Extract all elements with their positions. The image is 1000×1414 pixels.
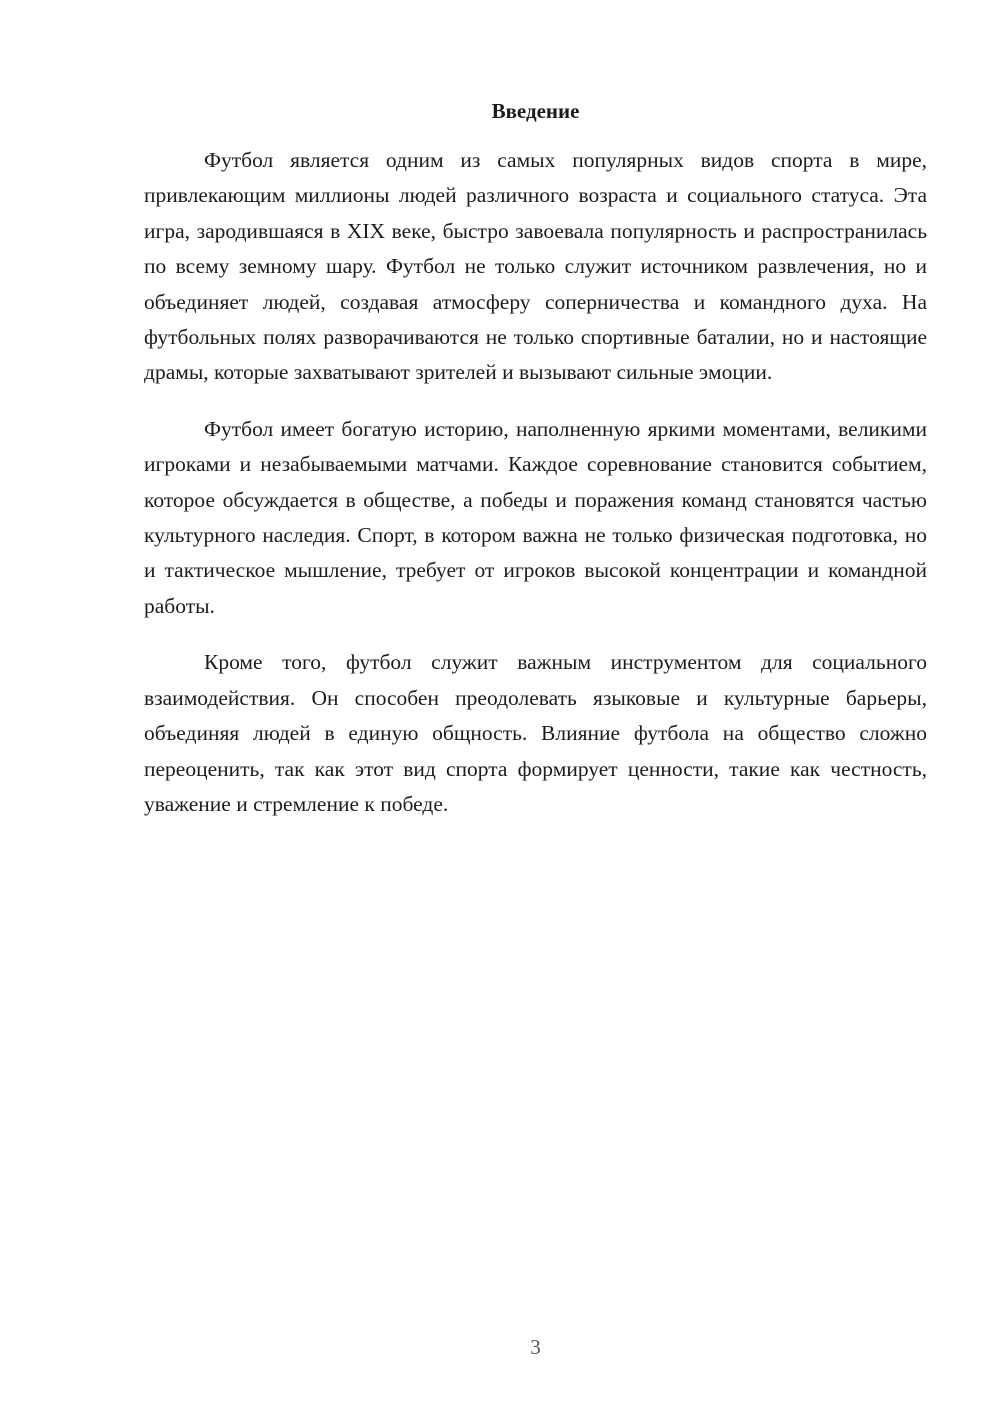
paragraph-1: Футбол является одним из самых популярных видов спорта в мире, привлекающим миллионы людей различного возраста и социального статуса. Эта игра, зародившаяся в XIX веке, быстро завоевала популярность и распространилась по всему земному шару. Футбол не только служит источником развлечения, но и объединяет людей, создавая атмосферу соперничества и командного духа. На футбольных полях разворачиваются не только спортивные баталии, но и настоящие драмы, которые захватывают зрителей и вызывают сильные эмоции. — [144, 148, 927, 385]
paragraph-2: Футбол имеет богатую историю, наполненную яркими моментами, великими игроками и незабываемыми матчами. Каждое соревнование становится событием, которое обсуждается в обществе, а победы и поражения команд становятся частью культурного наследия. Спорт, в котором важна не только физическая подготовка, но и тактическое мышление, требует от игроков высокой концентрации и командной работы. — [144, 416, 927, 618]
page-number: 3 — [530, 1335, 541, 1359]
body-text — [144, 143, 927, 843]
section-title: Введение — [491, 99, 580, 123]
paragraph-3: Кроме того, футбол служит важным инструментом для социального взаимодействия. Он способен преодолевать языковые и культурные барьеры, объединяя людей в единую общность. Влияние футбола на общество сложно переоценить, так как этот вид спорта формирует ценности, такие как честность, уважение и стремление к победе. — [144, 650, 927, 816]
